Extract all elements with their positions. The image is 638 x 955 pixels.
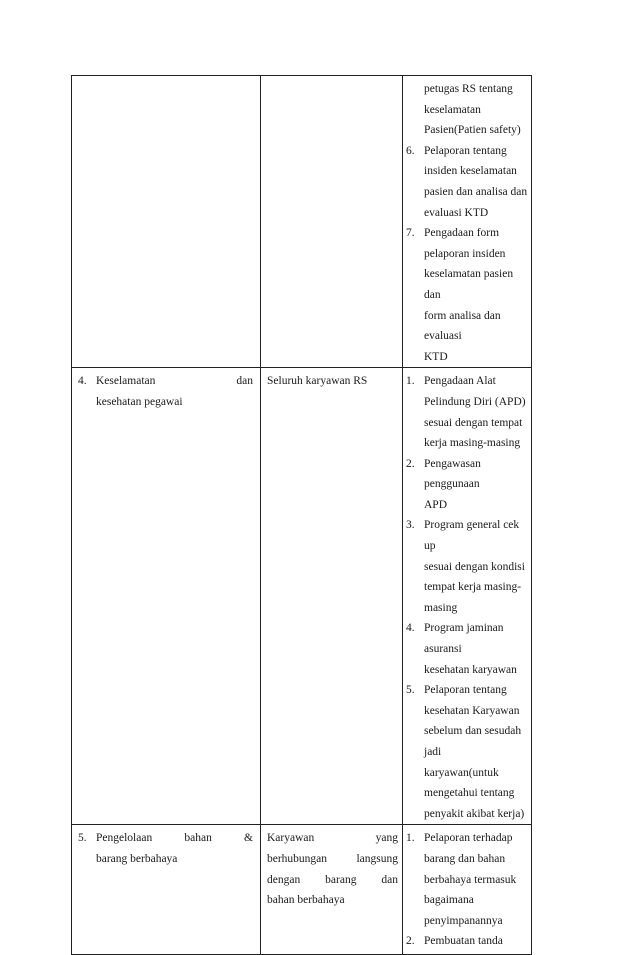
target-5-text xyxy=(267,828,398,910)
activity-4-item-line: sesuai dengan kondisi xyxy=(424,560,525,573)
target-4-text: Seluruh karyawan RS xyxy=(267,375,368,388)
activity-4-item-number: 1. xyxy=(406,375,415,388)
program-5-number: 5. xyxy=(78,832,87,845)
cell-target-empty xyxy=(261,76,403,368)
target-5-line xyxy=(267,890,398,911)
activity-4-item-line: Pelindung Diri (APD) xyxy=(424,395,526,408)
program-4-title-word: dan xyxy=(236,375,253,388)
cell-activities-continued xyxy=(403,76,532,368)
program-4-number: 4. xyxy=(78,375,87,388)
target-5-word: yang xyxy=(375,832,398,845)
continued-item-line: Pasien(Patien safety) xyxy=(424,124,521,137)
table-row-continued xyxy=(72,76,532,368)
activity-4-item-line: Program general cek up xyxy=(424,519,520,553)
activity-4-item-number: 5. xyxy=(406,684,415,697)
activity-4-item-line: penyakit akibat kerja) xyxy=(424,807,525,820)
continued-item-line: pasien dan analisa dan xyxy=(424,185,528,198)
activity-4-item xyxy=(406,371,528,453)
activity-4-item xyxy=(406,454,528,516)
activity-5-item-line: bagaimana xyxy=(424,894,474,907)
cell-program-4 xyxy=(72,368,261,825)
target-5-word: berhubungan xyxy=(267,852,328,865)
continued-item-line: keselamatan pasien dan xyxy=(424,268,514,301)
program-5-title xyxy=(78,828,253,869)
program-4-title-word: Keselamatan xyxy=(96,375,156,388)
target-5-line xyxy=(267,849,398,870)
activity-4-item-line: kesehatan karyawan xyxy=(424,663,517,676)
program-5-title-word: & xyxy=(244,832,253,845)
continued-item-number: 6. xyxy=(406,144,415,157)
program-4-title xyxy=(78,371,253,412)
activity-4-item-line: sesuai dengan tempat xyxy=(424,416,523,429)
program-5-title-word: bahan xyxy=(184,832,212,845)
cell-target-5 xyxy=(261,825,403,955)
target-5-line xyxy=(267,870,398,891)
activity-4-item-line: tempat kerja masing- xyxy=(424,581,522,594)
continued-item-text xyxy=(406,79,528,141)
target-5-word: langsung xyxy=(356,852,398,865)
activity-5-item-line: berbahaya termasuk xyxy=(424,873,517,886)
activity-5-item xyxy=(406,931,528,952)
activity-5-item-line: Pelaporan terhadap xyxy=(424,832,513,845)
activity-list-5 xyxy=(406,828,528,952)
activity-4-item-line: Program jaminan asuransi xyxy=(424,622,504,656)
table-row-4 xyxy=(72,368,532,825)
activity-5-item xyxy=(406,828,528,931)
target-5-word: Karyawan xyxy=(267,832,315,845)
target-5-word: bahan berbahaya xyxy=(267,894,345,907)
activity-4-item-line: masing xyxy=(424,601,458,614)
continued-item-line: evaluasi KTD xyxy=(424,206,489,219)
continued-item-line: form analisa dan evaluasi xyxy=(424,309,501,343)
continued-item-line: KTD xyxy=(424,350,448,363)
activity-4-item xyxy=(406,680,528,824)
table-row-5 xyxy=(72,825,532,955)
target-5-word: barang xyxy=(325,873,357,886)
program-5-title-word: Pengelolaan xyxy=(96,832,153,845)
cell-program-empty xyxy=(72,76,261,368)
continued-item-line: petugas RS tentang xyxy=(424,83,513,95)
activity-list-4 xyxy=(406,371,528,824)
continued-item-line: pelaporan insiden xyxy=(424,247,506,260)
cell-program-5 xyxy=(72,825,261,955)
target-5-word: dengan xyxy=(267,873,301,886)
activity-4-item xyxy=(406,618,528,680)
activity-4-item-number: 3. xyxy=(406,519,415,532)
activity-4-item-line: mengetahui tentang xyxy=(424,787,515,800)
activity-4-item xyxy=(406,515,528,618)
program-table xyxy=(71,75,532,955)
activity-4-item-line: APD xyxy=(424,498,448,511)
continued-item-line: insiden keselamatan xyxy=(424,165,517,178)
activity-4-item-line: Pengadaan Alat xyxy=(424,375,496,388)
activity-4-item-line: karyawan(untuk xyxy=(424,766,499,779)
target-5-word: dan xyxy=(381,873,398,886)
continued-item-line: keselamatan xyxy=(424,103,481,116)
cell-target-4 xyxy=(261,368,403,825)
activity-5-item-number: 2. xyxy=(406,935,415,948)
continued-item-list xyxy=(406,141,528,368)
activity-5-item-line: penyimpanannya xyxy=(424,914,503,927)
continued-item-line: Pelaporan tentang xyxy=(424,144,507,157)
activity-5-item-line: barang dan bahan xyxy=(424,852,506,865)
program-5-title-line2: barang berbahaya xyxy=(96,852,178,865)
activity-4-item-number: 4. xyxy=(406,622,415,635)
program-4-title-line2: kesehatan pegawai xyxy=(96,395,183,408)
cell-activities-4 xyxy=(403,368,532,825)
continued-item xyxy=(406,141,528,223)
activity-4-item-line: kesehatan Karyawan xyxy=(424,704,520,717)
continued-item-number: 7. xyxy=(406,227,415,240)
activity-4-item-number: 2. xyxy=(406,457,415,470)
activity-5-item-number: 1. xyxy=(406,832,415,845)
activity-5-item-line: Pembuatan tanda xyxy=(424,935,503,948)
activity-4-item-line: kerja masing-masing xyxy=(424,437,521,450)
continued-item xyxy=(406,223,528,367)
continued-item-line: Pengadaan form xyxy=(424,227,500,240)
activity-4-item-line: Pelaporan tentang xyxy=(424,684,507,697)
activity-4-item-line: sebelum dan sesudah jadi xyxy=(424,725,522,758)
target-5-line xyxy=(267,828,398,849)
activity-4-item-line: Pengawasan penggunaan xyxy=(424,457,481,491)
cell-activities-5 xyxy=(403,825,532,955)
